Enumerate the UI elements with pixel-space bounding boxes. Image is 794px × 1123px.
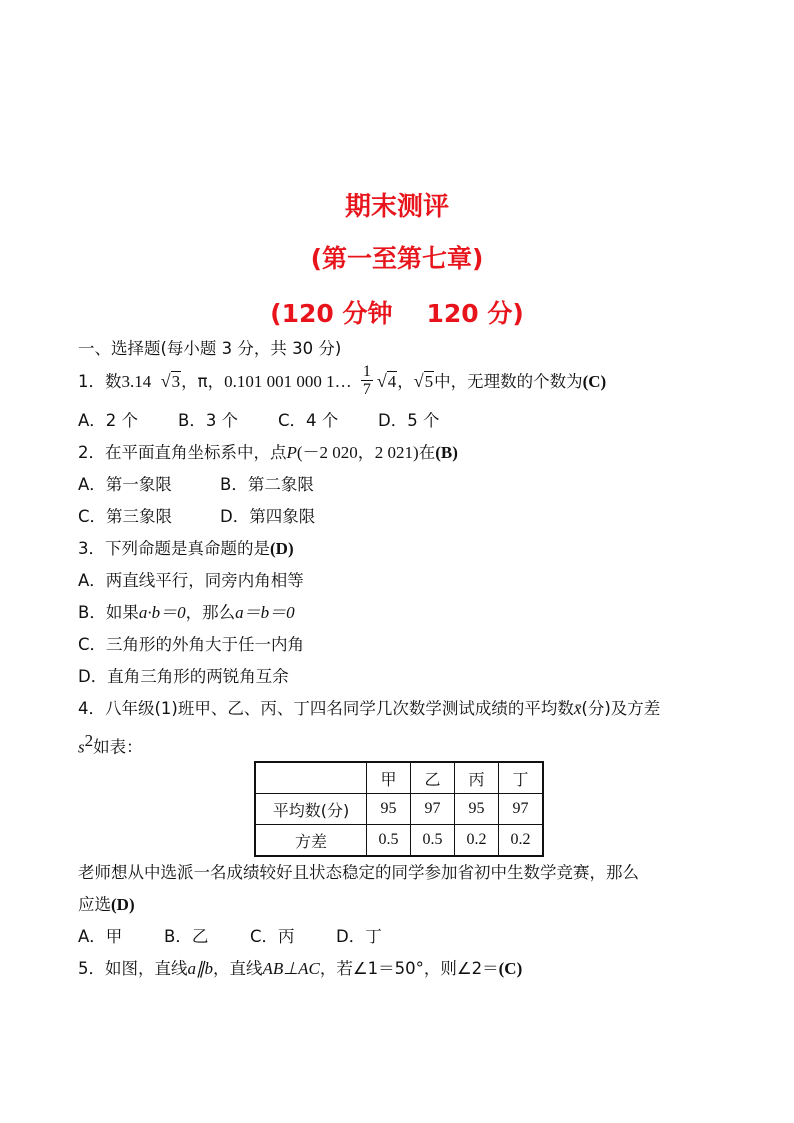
question-2-options-row1 — [78, 469, 728, 501]
option-d: D．丁 — [336, 927, 382, 946]
answer-4: (D) — [111, 895, 135, 914]
exam-duration-score — [0, 292, 794, 336]
option-a: A．甲 — [78, 927, 123, 946]
question-1-options — [78, 405, 728, 437]
option-c: C．三角形的外角大于任一内角 — [78, 635, 305, 654]
question-2-options-row2 — [78, 501, 728, 533]
mean-symbol: x̄ — [573, 699, 582, 718]
section-heading: 一、选择题(每小题 3 分，共 30 分) — [78, 339, 342, 358]
fraction-one-seventh: $\frac{1}{7}$ — [362, 363, 371, 398]
option-c: C．4 个 — [278, 411, 339, 430]
question-4-stem-line2: $s^2$如表： — [78, 731, 143, 757]
scores-table — [254, 761, 544, 857]
option-d: D．直角三角形的两锐角互余 — [78, 667, 289, 686]
option-b: B．3 个 — [178, 411, 239, 430]
answer-1: (C) — [582, 372, 607, 391]
question-2-stem: 2．在平面直角坐标系中，点P(－2 020，2 021)在(B) — [78, 443, 458, 462]
table-row: 方差 0.5 0.5 0.2 0.2 — [255, 825, 543, 857]
question-1-stem: 1．数3.14 √3，π，0.101 001 000 1… $\frac{1}{7}$ √4，√5中，无理数的个数为(C) — [78, 363, 607, 398]
table-row: 平均数(分) 95 97 95 97 — [255, 794, 543, 825]
question-4-after-line2: 应选(D) — [78, 895, 135, 914]
sqrt-3: √3 — [160, 371, 181, 391]
exam-total-score: 120 分) — [426, 299, 524, 328]
option-b: B．如果a·b＝0，那么a＝b＝0 — [78, 603, 295, 622]
question-5-stem: 5．如图，直线a∥b，直线AB⊥AC，若∠1＝50°，则∠2＝(C) — [78, 959, 523, 978]
option-b: B．乙 — [164, 927, 209, 946]
answer-3: (D) — [270, 539, 294, 558]
scores-table-wrapper — [78, 757, 728, 857]
option-c: C．第三象限 — [78, 507, 173, 526]
option-b: B．第二象限 — [220, 475, 314, 494]
option-a: A．2 个 — [78, 411, 139, 430]
option-c: C．丙 — [250, 927, 295, 946]
answer-5: (C) — [498, 959, 523, 978]
table-header-row: 甲 乙 丙 丁 — [255, 762, 543, 794]
questions — [78, 333, 728, 985]
question-4-after-line1: 老师想从中选派一名成绩较好且状态稳定的同学参加省初中生数学竞赛，那么 — [78, 863, 639, 882]
question-3-stem: 3．下列命题是真命题的是(D) — [78, 539, 294, 558]
chapter-range: (第一至第七章) — [310, 244, 484, 273]
exam-duration: (120 分钟 — [270, 299, 393, 328]
question-4-options — [78, 921, 728, 953]
question-4-stem-line1: 4．八年级(1)班甲、乙、丙、丁四名同学几次数学测试成绩的平均数x̄(分)及方差 — [78, 699, 661, 718]
sqrt-5: √5 — [413, 371, 434, 391]
page-title: 期末测评 — [344, 192, 449, 222]
sqrt-4: √4 — [376, 371, 397, 391]
answer-2: (B) — [435, 443, 458, 462]
title-block — [0, 186, 794, 336]
option-a: A．两直线平行，同旁内角相等 — [78, 571, 304, 590]
option-d: D．第四象限 — [220, 507, 316, 526]
option-d: D．5 个 — [378, 411, 440, 430]
option-a: A．第一象限 — [78, 475, 172, 494]
